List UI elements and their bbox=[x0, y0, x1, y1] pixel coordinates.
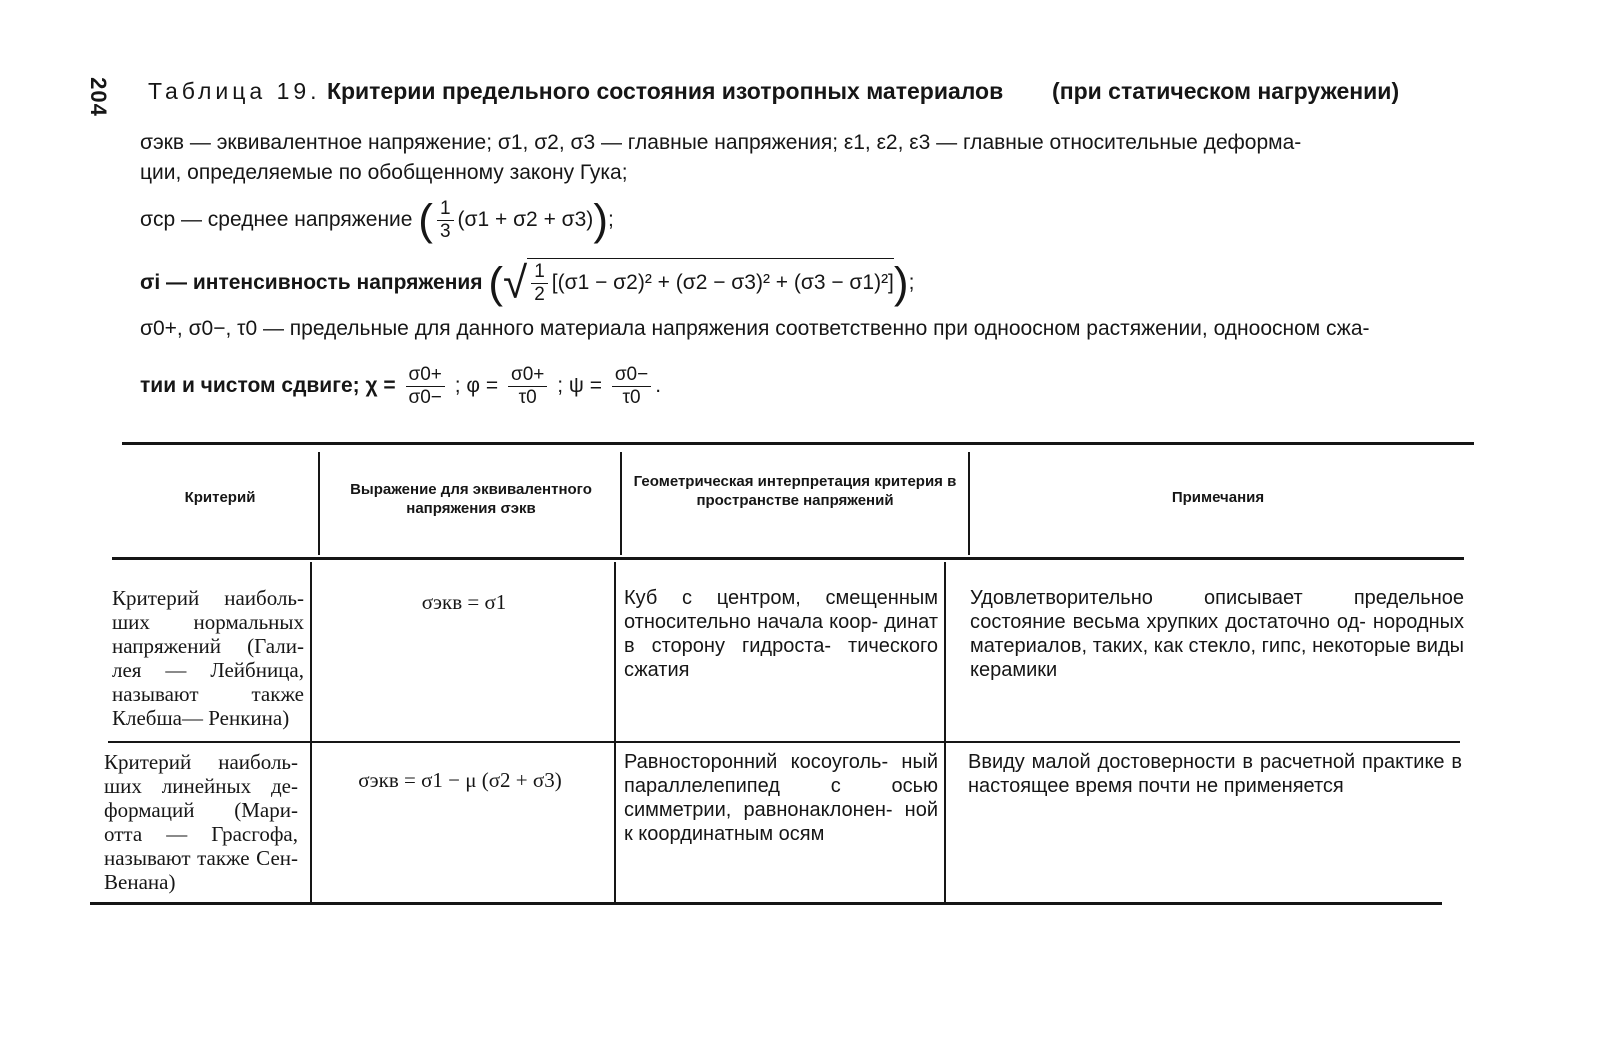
table-top-rule bbox=[122, 442, 1474, 445]
page-number: 204 bbox=[85, 77, 111, 117]
table-title-paren: (при статическом нагружении) bbox=[1052, 78, 1400, 104]
header-expression: Выражение для эквивалентного напряжения σэкв bbox=[350, 481, 592, 517]
row-1-expression: σэкв = σ1 bbox=[421, 590, 507, 614]
legend-stress-intensity: σi — интенсивность напряжения (√ $\frac{1}{2}$ [(σ1 − σ2)² + (σ2 − σ3)² + (σ3 − σ1)²]); bbox=[140, 258, 915, 308]
header-criterion: Критерий bbox=[184, 489, 256, 506]
body-divider-3 bbox=[944, 562, 946, 904]
mean-stress-expression: (σ1 + σ2 + σ3) bbox=[457, 208, 594, 232]
table-title-main: Критерии предельного состояния изотропных материалов bbox=[326, 78, 1004, 104]
stress-intensity-label: σi — интенсивность напряжения bbox=[140, 271, 483, 295]
mean-stress-label: σср — среднее напряжение bbox=[140, 208, 413, 232]
row-1-geometry: Куб с центром, смещенным относительно начала коор- динат в сторону гидроста- тического сжатия bbox=[624, 587, 938, 681]
table-title bbox=[148, 78, 1399, 105]
psi-label: ; ψ = bbox=[557, 374, 602, 398]
row-1-criterion: Критерий наиболь- ших нормальных напряжений (Гали- лея — Лейбница, называют также Клебша— Ренкина) bbox=[112, 586, 304, 730]
header-divider-2 bbox=[620, 452, 622, 555]
row-2-criterion: Критерий наиболь- ших линейных де- формаций (Мари- отта — Грасгофа, называют также Сен-Венана) bbox=[104, 750, 298, 894]
mean-stress-fraction: $\frac{1}{3}$ bbox=[437, 198, 454, 243]
row-2-notes: Ввиду малой достоверности в расчетной практике в настоящее время почти не применяется bbox=[968, 751, 1462, 797]
psi-fraction: $\frac{\sigma 0-}{\tau 0}$ bbox=[612, 364, 651, 409]
legend-ratios: тии и чистом сдвиге; χ = $\frac{\sigma 0+}{\sigma 0-}$ ; φ = $\frac{\sigma 0+}{\tau 0}$ ; ψ = $\frac{\sigma 0-}{\tau 0}$ . bbox=[140, 364, 662, 408]
header-bottom-rule bbox=[112, 557, 1464, 560]
row-1-notes: Удовлетворительно описывает предельное состояние весьма хрупких достаточно од- нородных материалов, таких, как стекло, гипс, некоторые виды керамики bbox=[970, 587, 1464, 681]
stress-intensity-fraction: $\frac{1}{2}$ bbox=[531, 261, 548, 306]
row-2-geometry: Равносторонний косоуголь- ный параллелепипед с осью симметрии, равнонаклонен- ной к координатным осям bbox=[624, 751, 938, 845]
header-geometry: Геометрическая интерпретация критерия в пространстве напряжений bbox=[633, 473, 957, 509]
stress-intensity-expression: [(σ1 − σ2)² + (σ2 − σ3)² + (σ3 − σ1)²] bbox=[551, 271, 894, 295]
ratios-prefix: тии и чистом сдвиге; χ = bbox=[140, 374, 396, 398]
header-divider-3 bbox=[968, 452, 970, 555]
legend-limit-stresses: σ0+, σ0−, τ0 — предельные для данного материала напряжения соответственно при одноосном растяжении, одноосном сжа- bbox=[140, 317, 1370, 340]
table-label: Таблица 19. bbox=[148, 78, 321, 104]
table-bottom-rule bbox=[90, 902, 1442, 905]
chi-fraction: $\frac{\sigma 0+}{\sigma 0-}$ bbox=[406, 364, 445, 409]
phi-fraction: $\frac{\sigma 0+}{\tau 0}$ bbox=[508, 364, 547, 409]
body-divider-2 bbox=[614, 562, 616, 904]
phi-label: ; φ = bbox=[454, 374, 499, 398]
header-notes: Примечания bbox=[1171, 489, 1265, 506]
legend-mean-stress: σср — среднее напряжение ( $\frac{1}{3}$ (σ1 + σ2 + σ3)); bbox=[140, 195, 614, 245]
body-divider-1 bbox=[310, 562, 312, 904]
legend-line-1: σэкв — эквивалентное напряжение; σ1, σ2, σ3 — главные напряжения; ε1, ε2, ε3 — главные относительные деформа- bbox=[140, 131, 1302, 154]
row-2-expression: σэкв = σ1 − μ (σ2 + σ3) bbox=[358, 768, 562, 792]
header-divider-1 bbox=[318, 452, 320, 555]
legend-line-2: ции, определяемые по обобщенному закону Гука; bbox=[140, 161, 628, 184]
